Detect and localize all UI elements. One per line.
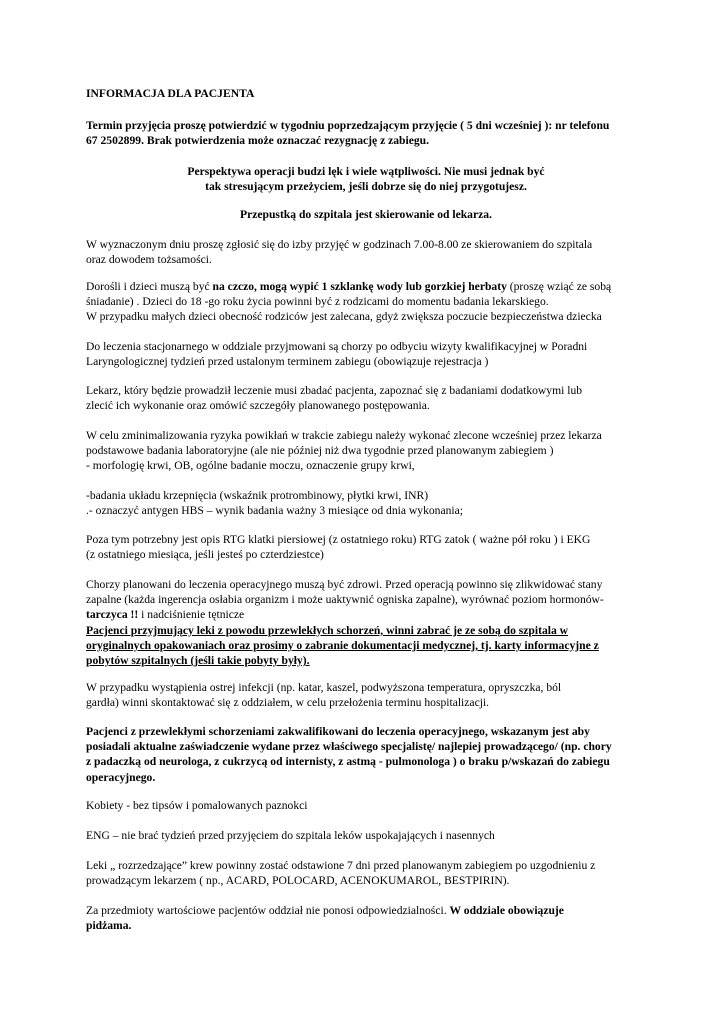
xray-line-2: (z ostatniego miesiąca, jeśli jesteś po czterdziestce) bbox=[86, 548, 324, 562]
valuables-line-1-start: Za przedmioty wartościowe pacjentów oddział nie ponosi odpowiedzialności. bbox=[86, 904, 450, 917]
chronic-line-4: operacyjnego. bbox=[86, 770, 156, 784]
pajamas-emphasis: W oddziale obowiązuje bbox=[449, 904, 564, 917]
arrival-line-2: oraz dowodem tożsamości. bbox=[86, 253, 212, 267]
fasting-line-1-start: Dorośli i dzieci muszą być bbox=[86, 280, 213, 293]
medication-notice-line-2: oryginalnych opakowaniach oraz prosimy o zabranie dokumentacji medycznej, tj. karty informacyjne z bbox=[86, 638, 599, 652]
fasting-line-3: W przypadku małych dzieci obecność rodziców jest zalecana, gdyż zwiększa poczucie bezpieczeństwa dziecka bbox=[86, 310, 602, 324]
tests-paragraph bbox=[86, 428, 646, 474]
valuables-line-1 bbox=[86, 903, 646, 918]
xray-line-1: Poza tym potrzebny jest opis RTG klatki piersiowej (z ostatniego roku) RTG zatok ( ważne pół roku ) i EKG bbox=[86, 533, 591, 546]
coagulation-line-2: .- oznaczyć antygen HBS – wynik badania ważny 3 miesiące od dnia wykonania; bbox=[86, 504, 464, 518]
inpatient-line-1: Do leczenia stacjonarnego w oddziale przyjmowani są chorzy po odbyciu wizyty kwalifikacyjnej w Poradni bbox=[86, 340, 588, 353]
fasting-line-2: śniadanie) . Dzieci do 18 -go roku życia powinni być z rodzicami do momentu badania lekarskiego. bbox=[86, 295, 549, 309]
infection-paragraph bbox=[86, 680, 646, 710]
chronic-line-3: z padaczką od neurologa, z cukrzycą od internisty, z astmą - pulmonologa ) o braku p/wskazań do zabiegu bbox=[86, 755, 610, 769]
doctor-paragraph bbox=[86, 383, 646, 413]
inpatient-line-2: Laryngologicznej tydzień przed ustalonym terminem zabiegu (obowiązuje rejestracja ) bbox=[86, 355, 489, 369]
infection-line-1: W przypadku wystąpienia ostrej infekcji (np. katar, kaszel, podwyższona temperatura, opryszczka, ból bbox=[86, 681, 562, 694]
document-title bbox=[86, 86, 646, 101]
valuables-paragraph bbox=[86, 903, 646, 933]
healthy-paragraph bbox=[86, 577, 646, 668]
arrival-paragraph bbox=[86, 237, 646, 267]
eng-paragraph bbox=[86, 828, 646, 843]
thinners-line-2: prowadzącym lekarzem ( np., ACARD, POLOCARD, ACENOKUMAROL, BESTPIRIN). bbox=[86, 874, 510, 888]
infection-line-2: gardła) winni skontaktować się z oddziałem, w celu przełożenia terminu hospitalizacji. bbox=[86, 696, 490, 710]
perspective-line-2: tak stresującym przeżyciem, jeśli dobrze się do niej przygotujesz. bbox=[205, 180, 527, 194]
chronic-line-1: Pacjenci z przewlekłymi schorzeniami zakwalifikowani do leczenia operacyjnego, wskazanym jest aby bbox=[86, 725, 590, 738]
fasting-line-1-end: (proszę wziąć ze sobą bbox=[506, 280, 612, 293]
confirmation-line-2 bbox=[86, 133, 646, 148]
coagulation-line-1: -badania układu krzepnięcia (wskaźnik protrombinowy, płytki krwi, INR) bbox=[86, 489, 429, 502]
thinners-line-1: Leki „ rozrzedzające” krew powinny zostać odstawione 7 dni przed planowanym zabiegiem po uzgodnieniu z bbox=[86, 859, 596, 872]
inpatient-paragraph bbox=[86, 339, 646, 369]
doctor-line-1: Lekarz, który będzie prowadził leczenie musi zbadać pacjenta, zapoznać się z badaniami dodatkowymi lub bbox=[86, 384, 583, 397]
tests-line-2: podstawowe badania laboratoryjne (ale nie później niż dwa tygodnie przed planowanym zabiegiem ) bbox=[86, 444, 554, 458]
fasting-emphasis: na czczo, mogą wypić 1 szklankę wody lub gorzkiej herbaty bbox=[212, 280, 507, 293]
tests-line-1: W celu zminimalizowania ryzyka powikłań w trakcie zabiegu należy wykonać zlecone wcześniej przez lekarza bbox=[86, 429, 602, 442]
women-paragraph bbox=[86, 798, 646, 813]
eng-text: ENG – nie brać tydzień przed przyjęciem do szpitala leków uspokajających i nasennych bbox=[86, 829, 495, 842]
chronic-line-2: posiadali aktualne zaświadczenie wydane przez właściwego specjalistę/ najlepiej prowadzącego/ (np. chory bbox=[86, 740, 612, 754]
arrival-line-1: W wyznaczonym dniu proszę zgłosić się do izby przyjęć w godzinach 7.00-8.00 ze skierowaniem do szpitala bbox=[86, 238, 593, 251]
doctor-line-2: zlecić ich wykonanie oraz omówić szczegóły planowanego postępowania. bbox=[86, 399, 430, 413]
perspective-line-1: Perspektywa operacji budzi lęk i wiele wątpliwości. Nie musi jednak być bbox=[187, 165, 545, 178]
title-text: INFORMACJA DLA PACJENTA bbox=[86, 87, 255, 100]
pass-text: Przepustką do szpitala jest skierowanie od lekarza. bbox=[240, 208, 492, 221]
xray-paragraph bbox=[86, 532, 646, 562]
pass-paragraph bbox=[86, 207, 646, 222]
valuables-line-2: pidżama. bbox=[86, 919, 132, 933]
fasting-line-1 bbox=[86, 279, 646, 294]
perspective-paragraph bbox=[86, 164, 646, 194]
healthy-line-2: zapalne (każda ingerencja osłabia organizm i może uaktywnić ogniska zapalne), wyrównać poziom hormonów- bbox=[86, 593, 604, 607]
tests-line-3: - morfologię krwi, OB, ogólne badanie moczu, oznaczenie grupy krwi, bbox=[86, 459, 415, 473]
medication-notice-line-3: pobytów szpitalnych (jeśli takie pobyty były). bbox=[86, 654, 310, 668]
medication-notice-line-1: Pacjenci przyjmujący leki z powodu przewlekłych schorzeń, winni zabrać je ze sobą do szpitala w bbox=[86, 623, 569, 637]
confirmation-paragraph bbox=[86, 118, 646, 148]
phone-number: 67 2502899 bbox=[86, 134, 142, 148]
thyroid-emphasis: tarczyca !! bbox=[86, 608, 139, 622]
chronic-paragraph bbox=[86, 724, 646, 785]
healthy-line-3 bbox=[86, 607, 646, 622]
thinners-paragraph bbox=[86, 858, 646, 888]
confirmation-line-1: Termin przyjęcia proszę potwierdzić w tygodniu poprzedzającym przyjęcie ( 5 dni wcześniej ): nr telefonu bbox=[86, 119, 610, 132]
healthy-line-1: Chorzy planowani do leczenia operacyjnego muszą być zdrowi. Przed operacją powinno się zlikwidować stany bbox=[86, 578, 603, 591]
fasting-paragraph bbox=[86, 279, 646, 325]
healthy-line-3-rest: i nadciśnienie tętnicze bbox=[138, 608, 245, 622]
coagulation-paragraph bbox=[86, 488, 646, 518]
confirmation-line-2-rest: . Brak potwierdzenia może oznaczać rezygnację z zabiegu. bbox=[141, 134, 430, 148]
women-text: Kobiety - bez tipsów i pomalowanych paznokci bbox=[86, 799, 308, 812]
